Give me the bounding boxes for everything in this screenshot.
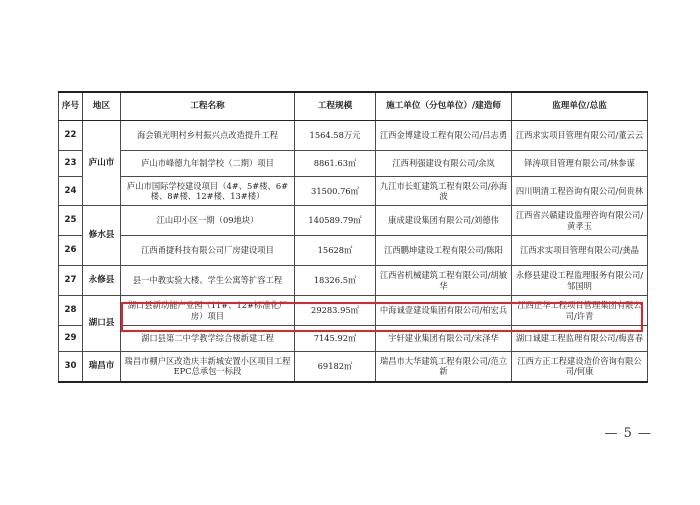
row-project-name: 庐山市峰德九年制学校（二期）项目 [121,151,295,177]
row-builder: 中海诚壹建设集团有限公司/柏宏兵 [376,296,512,326]
row-region: 湖口县 [83,296,121,352]
row-supervisor: 江西求实项目管理有限公司/龚晶 [512,236,648,266]
table-row [59,326,648,352]
row-project-name: 海会镇光明村乡村振兴点改造提升工程 [121,121,295,151]
row-scale: 29283.95㎡ [295,296,376,326]
row-project-name: 江山印小区一期（09地块） [121,206,295,236]
row-region: 永修县 [83,266,121,296]
table-row [59,206,648,236]
row-no: 28 [59,296,83,326]
table-row [59,151,648,177]
row-no: 23 [59,151,83,177]
row-scale: 18326.5㎡ [295,266,376,296]
row-builder: 江西利强建设有限公司/余岚 [376,151,512,177]
row-no: 30 [59,352,83,382]
page-number: — 5 — [604,426,652,441]
row-no: 27 [59,266,83,296]
row-builder: 瑞昌市大华建筑工程有限公司/范立新 [376,352,512,382]
header-builder: 施工单位（分包单位）/建造师 [376,92,512,121]
row-builder: 江西鹏坤建设工程有限公司/陈阳 [376,236,512,266]
row-scale: 7145.92㎡ [295,326,376,352]
row-supervisor: 江西正华工程项目管理集团有限公司/许青 [512,296,648,326]
row-supervisor: 江西求实项目管理有限公司/董云云 [512,121,648,151]
header-project-name: 工程名称 [121,92,295,121]
table-row [59,352,648,382]
header-supervisor: 监理单位/总监 [512,92,648,121]
row-no: 25 [59,206,83,236]
row-supervisor: 江西省兴赣建设监理咨询有限公司/黄孝玉 [512,206,648,236]
table-header-row [59,92,648,121]
row-project-name: 庐山市国际学校建设项目（4#、5#楼、6#楼、8#楼、12#楼、13#楼） [121,177,295,206]
row-builder: 九江市长虹建筑工程有限公司/孙海波 [376,177,512,206]
header-scale: 工程规模 [295,92,376,121]
table-row-highlighted [59,296,648,326]
row-no: 29 [59,326,83,352]
row-scale: 8861.63㎡ [295,151,376,177]
header-region: 地区 [83,92,121,121]
row-project-name: 湖口县第二中学教学综合楼新建工程 [121,326,295,352]
row-scale: 69182㎡ [295,352,376,382]
row-no: 22 [59,121,83,151]
row-project-name: 湖口县新动能产业园（11#、12#标准化厂房）项目 [121,296,295,326]
row-region: 庐山市 [83,121,121,206]
row-builder: 康成建设集团有限公司/刘德伟 [376,206,512,236]
table-row [59,236,648,266]
table-row [59,177,648,206]
row-region: 修水县 [83,206,121,266]
row-builder: 江西金博建设工程有限公司/吕志勇 [376,121,512,151]
row-supervisor: 江西方正工程建设造价咨询有限公司/何康 [512,352,648,382]
row-supervisor: 四川明清工程咨询有限公司/何贵林 [512,177,648,206]
row-scale: 1564.58万元 [295,121,376,151]
row-builder: 江西省机械建筑工程有限公司/胡敏华 [376,266,512,296]
row-no: 26 [59,236,83,266]
header-no: 序号 [59,92,83,121]
table-row [59,121,648,151]
row-supervisor: 永修县建设工程监理服务有限公司/邹国明 [512,266,648,296]
project-table [58,91,648,383]
row-project-name: 瑞昌市棚户区改造庆丰新城安置小区项目工程EPC总承包一标段 [121,352,295,382]
table-row [59,266,648,296]
row-supervisor: 铎涛项目管理有限公司/林参谋 [512,151,648,177]
row-builder: 宇轩建业集团有限公司/宋泽华 [376,326,512,352]
row-scale: 31500.76㎡ [295,177,376,206]
row-region: 瑞昌市 [83,352,121,382]
row-scale: 15628㎡ [295,236,376,266]
row-project-name: 县一中教实验大楼、学生公寓等扩容工程 [121,266,295,296]
row-supervisor: 湖口诚建工程监理有限公司/梅喜春 [512,326,648,352]
row-project-name: 江西甬捷科技有限公司厂房建设项目 [121,236,295,266]
row-no: 24 [59,177,83,206]
row-scale: 140589.79㎡ [295,206,376,236]
